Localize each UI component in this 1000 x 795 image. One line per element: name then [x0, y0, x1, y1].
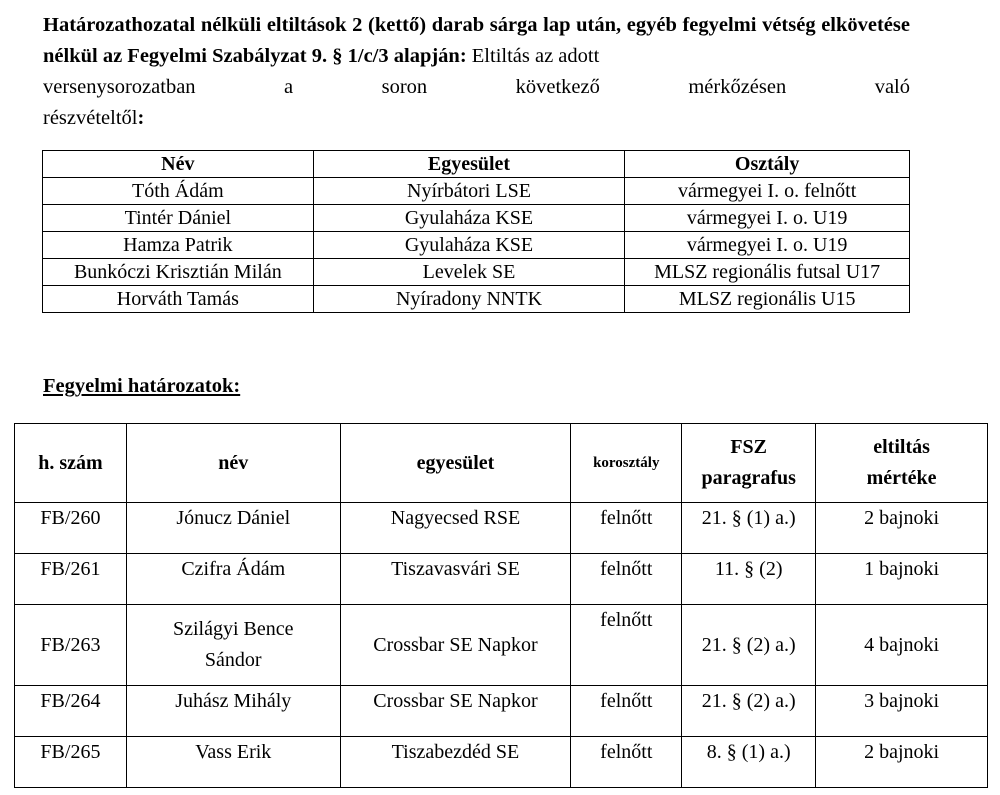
cell-hszam: FB/260: [15, 503, 127, 554]
table-row: [43, 178, 910, 205]
table-row: [43, 286, 910, 313]
cell-nev: Tóth Ádám: [43, 178, 314, 205]
intro-rest-text: Eltiltás az adott: [466, 45, 600, 67]
cell-osztaly: vármegyei I. o. U19: [625, 232, 910, 259]
table-row: [15, 503, 988, 554]
cell-paragrafus: 8. § (1) a.): [682, 737, 816, 788]
table-row: [15, 605, 988, 686]
cell-nev: Vass Erik: [126, 737, 340, 788]
intro-paragraph: [43, 10, 910, 134]
cell-osztaly: MLSZ regionális U15: [625, 286, 910, 313]
cell-nev: Horváth Tamás: [43, 286, 314, 313]
header-fsz-line2: paragrafus: [701, 467, 796, 489]
cell-egyesulet: Levelek SE: [313, 259, 625, 286]
table-header-row: [15, 424, 988, 503]
cell-korosztaly: felnőtt: [571, 737, 682, 788]
cell-mertek: 3 bajnoki: [816, 686, 988, 737]
cell-mertek: 4 bajnoki: [816, 605, 988, 686]
cell-korosztaly: felnőtt: [571, 686, 682, 737]
cell-nev: Juhász Mihály: [126, 686, 340, 737]
cell-hszam: FB/264: [15, 686, 127, 737]
intro-line3: versenysorozatban a soron következő mérkőzésen való: [43, 76, 910, 98]
header-eltiltas-merteke: [816, 424, 988, 503]
table-row: [43, 259, 910, 286]
header-eltiltas-line1: eltiltás: [873, 436, 930, 458]
intro-colon: :: [137, 107, 145, 129]
header-egyesulet: Egyesület: [313, 151, 625, 178]
header-eltiltas-line2: mértéke: [866, 467, 937, 489]
cell-egyesulet: Tiszabezdéd SE: [340, 737, 571, 788]
cell-mertek: 2 bajnoki: [816, 737, 988, 788]
table-row: [43, 205, 910, 232]
cell-mertek: 2 bajnoki: [816, 503, 988, 554]
cell-egyesulet: Crossbar SE Napkor: [340, 605, 571, 686]
header-fsz-line1: FSZ: [730, 436, 768, 458]
cell-korosztaly: felnőtt: [571, 554, 682, 605]
cell-egyesulet: Gyulaháza KSE: [313, 232, 625, 259]
header-korosztaly: korosztály: [571, 424, 682, 503]
cell-egyesulet: Nagyecsed RSE: [340, 503, 571, 554]
table-row: [15, 554, 988, 605]
cell-hszam: FB/263: [15, 605, 127, 686]
intro-bold-text: Határozathozatal nélküli eltiltások 2 (kettő) darab sárga lap után, egyéb fegyelmi vétség elkövetése nélkül az Fegyelmi Szabályzat 9. § 1/c/3 alapján:: [43, 14, 910, 67]
cell-nev: Jónucz Dániel: [126, 503, 340, 554]
cell-hszam: FB/261: [15, 554, 127, 605]
cell-paragrafus: 21. § (2) a.): [682, 686, 816, 737]
cell-egyesulet: Nyírbátori LSE: [313, 178, 625, 205]
cell-nev: Hamza Patrik: [43, 232, 314, 259]
cell-paragrafus: 11. § (2): [682, 554, 816, 605]
cell-korosztaly: felnőtt: [571, 605, 682, 686]
cell-osztaly: vármegyei I. o. U19: [625, 205, 910, 232]
header-hszam: h. szám: [15, 424, 127, 503]
header-egyesulet: egyesület: [340, 424, 571, 503]
disciplinary-table: [14, 423, 988, 788]
cell-nev: Tintér Dániel: [43, 205, 314, 232]
cell-nev: Bunkóczi Krisztián Milán: [43, 259, 314, 286]
header-nev: Név: [43, 151, 314, 178]
cell-egyesulet: Gyulaháza KSE: [313, 205, 625, 232]
table-row: [43, 232, 910, 259]
cell-egyesulet: Crossbar SE Napkor: [340, 686, 571, 737]
header-osztaly: Osztály: [625, 151, 910, 178]
table-header-row: [43, 151, 910, 178]
table-row: [15, 737, 988, 788]
cell-korosztaly: felnőtt: [571, 503, 682, 554]
table-row: [15, 686, 988, 737]
cell-mertek: 1 bajnoki: [816, 554, 988, 605]
cell-paragrafus: 21. § (1) a.): [682, 503, 816, 554]
cell-hszam: FB/265: [15, 737, 127, 788]
suspension-table: [42, 150, 910, 313]
header-fsz-paragrafus: [682, 424, 816, 503]
cell-nev-line2: Sándor: [204, 649, 262, 671]
cell-egyesulet: Tiszavasvári SE: [340, 554, 571, 605]
cell-osztaly: vármegyei I. o. felnőtt: [625, 178, 910, 205]
intro-last-word: részvételtől: [43, 107, 138, 129]
cell-nev: [126, 605, 340, 686]
cell-egyesulet: Nyíradony NNTK: [313, 286, 625, 313]
section-title: Fegyelmi határozatok:: [43, 375, 241, 397]
header-nev: név: [126, 424, 340, 503]
cell-nev: Czifra Ádám: [126, 554, 340, 605]
cell-osztaly: MLSZ regionális futsal U17: [625, 259, 910, 286]
cell-nev-line1: Szilágyi Bence: [172, 618, 294, 640]
cell-paragrafus: 21. § (2) a.): [682, 605, 816, 686]
